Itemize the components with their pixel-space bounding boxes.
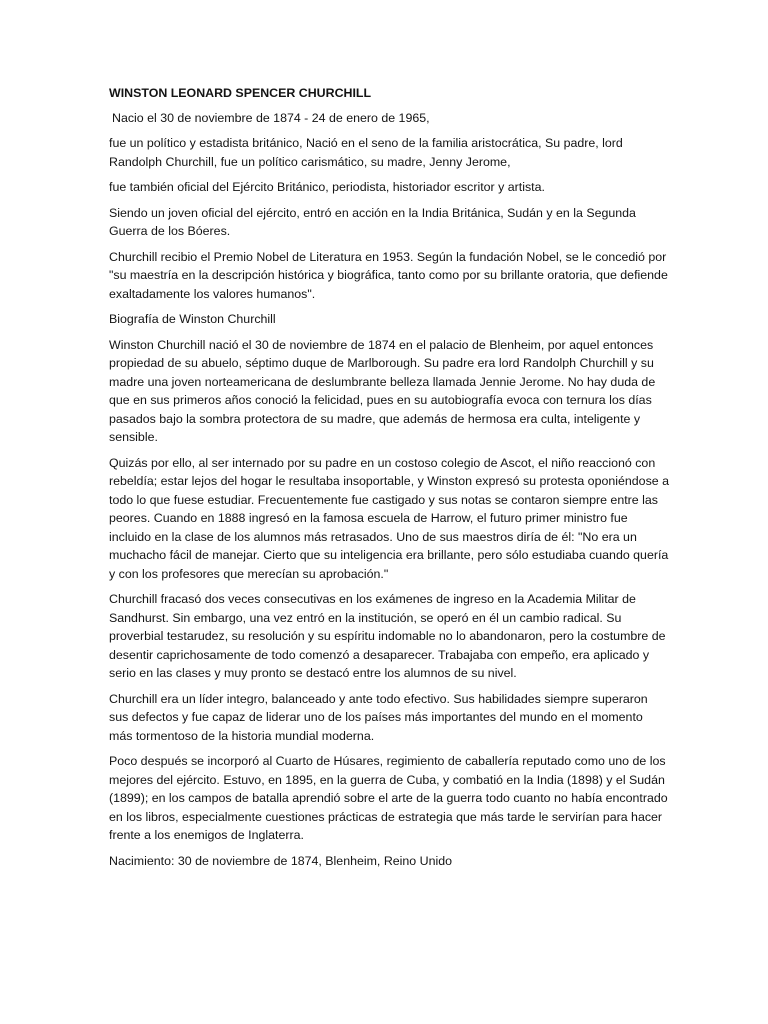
paragraph-officer: fue también oficial del Ejército Británico, periodista, historiador escritor y artista.: [109, 180, 545, 194]
section-heading-biografia: Biografía de Winston Churchill: [109, 312, 276, 326]
document-page: [109, 84, 669, 877]
paragraph-hussars: Poco después se incorporó al Cuarto de Húsares, regimiento de caballería reputado como uno de los mejores del ejército. Estuvo, en 1895, en la guerra de Cuba, y combatió en la India (1898) y el Sudán (1899); en los campos de batalla aprendió sobre el arte de la guerra todo cuanto no había encontrado en los libros, especialmente cuestiones prácticas de estrategia que más tarde le servirían para hacer frente a los enemigos de Inglaterra.: [109, 754, 668, 842]
paragraph-birth-dates: Nacio el 30 de noviembre de 1874 - 24 de enero de 1965,: [112, 110, 430, 125]
document-title: WINSTON LEONARD SPENCER CHURCHILL: [109, 86, 372, 100]
paragraph-early-life: Winston Churchill nació el 30 de noviembre de 1874 en el palacio de Blenheim, por aquel entonces propiedad de su abuelo, séptimo duque de Marlborough. Su padre era lord Randolph Churchill y su madre una joven norteamericana de deslumbrante belleza llamada Jennie Jerome. No hay duda de que en sus primeros años conoció la felicidad, pues en su autobiografía evoca con ternura los días pasados bajo la sombra protectora de su madre, que además de hermosa era culta, inteligente y sensible.: [109, 337, 656, 444]
paragraph-birth-place: Nacimiento: 30 de noviembre de 1874, Blenheim, Reino Unido: [109, 853, 453, 868]
paragraph-young-officer: Siendo un joven oficial del ejército, entró en acción en la India Británica, Sudán y en la Segunda Guerra de los Bóeres.: [109, 205, 636, 238]
paragraph-school-years: Quizás por ello, al ser internado por su padre en un costoso colegio de Ascot, el niño reaccionó con rebeldía; estar lejos del hogar le resultaba insoportable, y Winston expresó su protesta oponiéndose a todo lo que fuese estudiar. Frecuentemente fue castigado y sus notas se contaron siempre entre las peores. Cuando en 1888 ingresó en la famosa escuela de Harrow, el futuro primer ministro fue incluido en la clase de los alumnos más retrasados. Uno de sus maestros diría de él: "No era un muchacho fácil de manejar. Cierto que su inteligencia era brillante, pero sólo estudiaba cuando quería y con los profesores que merecían su aprobación.": [109, 455, 669, 581]
paragraph-politician: fue un político y estadista británico, Nació en el seno de la familia aristocrática, Su padre, lord Randolph Churchill, fue un político carismático, su madre, Jenny Jerome,: [109, 136, 623, 169]
paragraph-leader: Churchill era un líder integro, balanceado y ante todo efectivo. Sus habilidades siempre superaron sus defectos y fue capaz de liderar uno de los países más importantes del mundo en el momento más tormentoso de la historia mundial moderna.: [109, 691, 648, 743]
paragraph-nobel-prize: Churchill recibio el Premio Nobel de Literatura en 1953. Según la fundación Nobel, se le concedió por "su maestría en la descripción histórica y biográfica, tanto como por su brillante oratoria, que defiende exaltadamente los valores humanos".: [109, 249, 668, 301]
paragraph-sandhurst: Churchill fracasó dos veces consecutivas en los exámenes de ingreso en la Academia Militar de Sandhurst. Sin embargo, una vez entró en la institución, se operó en él un cambio radical. Su proverbial testarudez, su resolución y su espíritu indomable no lo abandonaron, pero la costumbre de desentir caprichosamente de todo comenzó a desaparecer. Trabajaba con empeño, era aplicado y serio en las clases y muy pronto se destacó entre los alumnos de su nivel.: [109, 592, 666, 680]
